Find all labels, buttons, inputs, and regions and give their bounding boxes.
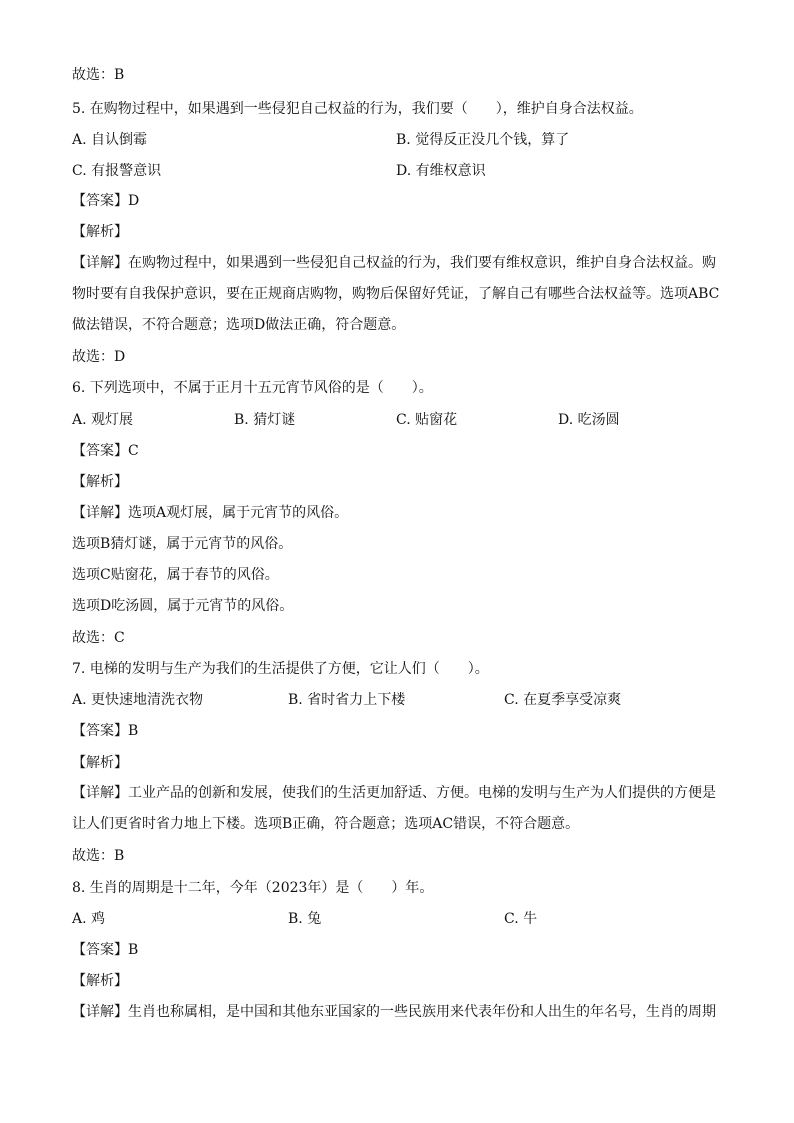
- question-6-option-a: A. 观灯展: [72, 412, 134, 428]
- question-7-option-c: C. 在夏季享受凉爽: [504, 692, 622, 708]
- question-6-detail-1: 【详解】选项A观灯展，属于元宵节的风俗。: [72, 505, 349, 521]
- question-7-answer: 【答案】B: [72, 723, 139, 739]
- question-6-detail-3: 选项C贴窗花，属于春节的风俗。: [72, 567, 279, 583]
- question-8-answer: 【答案】B: [72, 942, 139, 958]
- question-6-detail-2: 选项B猜灯谜，属于元宵节的风俗。: [72, 536, 293, 552]
- question-7-choice: 故选：B: [72, 848, 125, 864]
- question-7-detail: 【详解】工业产品的创新和发展，使我们的生活更加舒适、方便。电梯的发明与生产为人们提供的方便是让人们更省时省力地上下楼。选项B正确，符合题意；选项AC错误，不符合题意。: [72, 785, 716, 832]
- question-6-option-c: C. 贴窗花: [396, 412, 458, 428]
- question-6-answer: 【答案】C: [72, 443, 139, 459]
- question-8-detail: 【详解】生肖也称属相，是中国和其他东亚国家的一些民族用来代表年份和人出生的年名号，生肖的周期: [72, 1004, 716, 1020]
- question-6-option-b: B. 猜灯谜: [234, 412, 296, 428]
- question-8-option-a: A. 鸡: [72, 911, 106, 927]
- question-8-option-b: B. 兔: [288, 911, 322, 927]
- question-6-detail-4: 选项D吃汤圆，属于元宵节的风俗。: [72, 598, 294, 614]
- question-6-option-d: D. 吃汤圆: [558, 412, 620, 428]
- question-7-option-a: A. 更快速地清洗衣物: [72, 692, 204, 708]
- question-5-detail: 【详解】在购物过程中，如果遇到一些侵犯自己权益的行为，我们要有维权意识，维护自身合法权益。购物时要有自我保护意识，要在正规商店购物，购物后保留好凭证，了解自己有哪些合法权益等。选项ABC做法错误，不符合题意；选项D做法正确，符合题意。: [72, 255, 720, 333]
- question-5-stem: 5. 在购物过程中，如果遇到一些侵犯自己权益的行为，我们要（ ），维护自身合法权益。: [72, 101, 643, 117]
- question-6-choice: 故选：C: [72, 630, 125, 646]
- question-5-analysis-label: 【解析】: [72, 224, 128, 240]
- question-5-option-b: B. 觉得反正没几个钱，算了: [396, 132, 570, 148]
- question-5-choice: 故选：D: [72, 349, 126, 365]
- question-7-option-b: B. 省时省力上下楼: [288, 692, 406, 708]
- question-5-answer: 【答案】D: [72, 193, 140, 209]
- question-5-option-c: C. 有报警意识: [72, 163, 162, 179]
- question-8-analysis-label: 【解析】: [72, 973, 128, 989]
- question-5-option-d: D. 有维权意识: [396, 163, 486, 179]
- question-7-analysis-label: 【解析】: [72, 755, 128, 771]
- question-8-option-c: C. 牛: [504, 911, 538, 927]
- question-7-stem: 7. 电梯的发明与生产为我们的生活提供了方便，它让人们（ ）。: [72, 661, 489, 677]
- question-5-option-a: A. 自认倒霉: [72, 132, 148, 148]
- question-6-stem: 6. 下列选项中，不属于正月十五元宵节风俗的是（ ）。: [72, 380, 433, 396]
- question-8-stem: 8. 生肖的周期是十二年，今年（2023年）是（ ）年。: [72, 880, 434, 896]
- question-6-analysis-label: 【解析】: [72, 474, 128, 490]
- choice-prev: 故选：B: [72, 67, 125, 83]
